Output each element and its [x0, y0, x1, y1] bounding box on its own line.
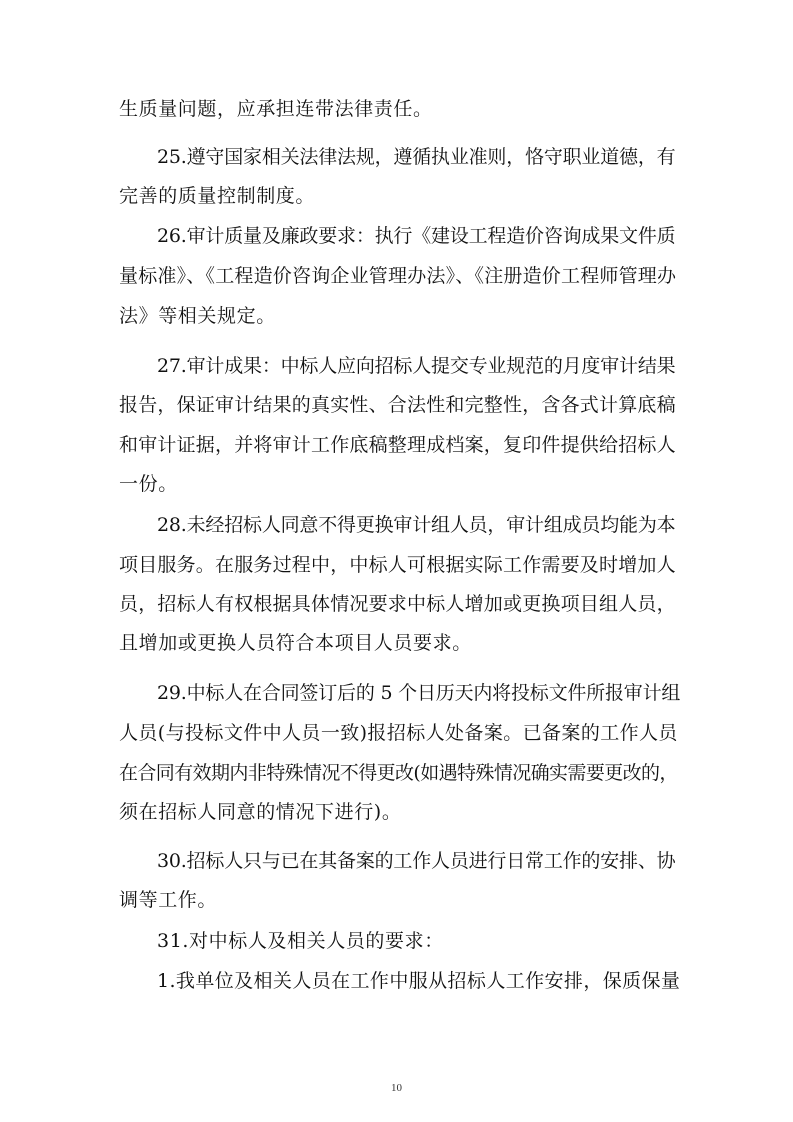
text-line: 法》等相关规定。 — [119, 305, 276, 327]
text-line: 调等工作。 — [119, 889, 218, 911]
text-line: 29.中标人在合同签订后的 5 个日历天内将投标文件所报审计组 — [157, 682, 681, 704]
text-line: 报告，保证审计结果的真实性、合法性和完整性，含各式计算底稿 — [119, 394, 676, 416]
text-line: 28.未经招标人同意不得更换审计组人员，审计组成员均能为本 — [157, 514, 676, 536]
text-line: 且增加或更换人员符合本项目人员要求。 — [119, 632, 472, 654]
text-line: 1.我单位及相关人员在工作中服从招标人工作安排，保质保量 — [157, 970, 681, 992]
text-line: 项目服务。在服务过程中，中标人可根据实际工作需要及时增加人 — [119, 554, 676, 576]
text-line: 一份。 — [119, 473, 178, 495]
text-line: 人员(与投标文件中人员一致)报招标人处备案。已备案的工作人员 — [119, 722, 678, 744]
text-line: 30.招标人只与已在其备案的工作人员进行日常工作的安排、协 — [157, 850, 676, 872]
text-line: 生质量问题，应承担连带法律责任。 — [119, 98, 433, 120]
text-line: 25.遵守国家相关法律法规，遵循执业准则，恪守职业道德，有 — [157, 146, 676, 168]
text-line: 27.审计成果：中标人应向招标人提交专业规范的月度审计结果 — [157, 355, 676, 377]
text-line: 完善的质量控制制度。 — [119, 185, 316, 207]
text-line: 26.审计质量及廉政要求：执行《建设工程造价咨询成果文件质 — [157, 225, 676, 247]
page-number: 10 — [391, 1082, 402, 1094]
text-line: 在合同有效期内非特殊情况不得更改(如遇特殊情况确实需要更改的， — [119, 762, 678, 784]
text-line: 员，招标人有权根据具体情况要求中标人增加或更换项目组人员， — [119, 593, 676, 615]
text-line: 31.对中标人及相关人员的要求： — [157, 930, 444, 952]
text-line: 和审计证据，并将审计工作底稿整理成档案，复印件提供给招标人 — [119, 434, 676, 456]
text-line: 须在招标人同意的情况下进行)。 — [119, 801, 402, 823]
text-line: 量标准》、《工程造价咨询企业管理办法》、《注册造价工程师管理办 — [119, 265, 677, 287]
